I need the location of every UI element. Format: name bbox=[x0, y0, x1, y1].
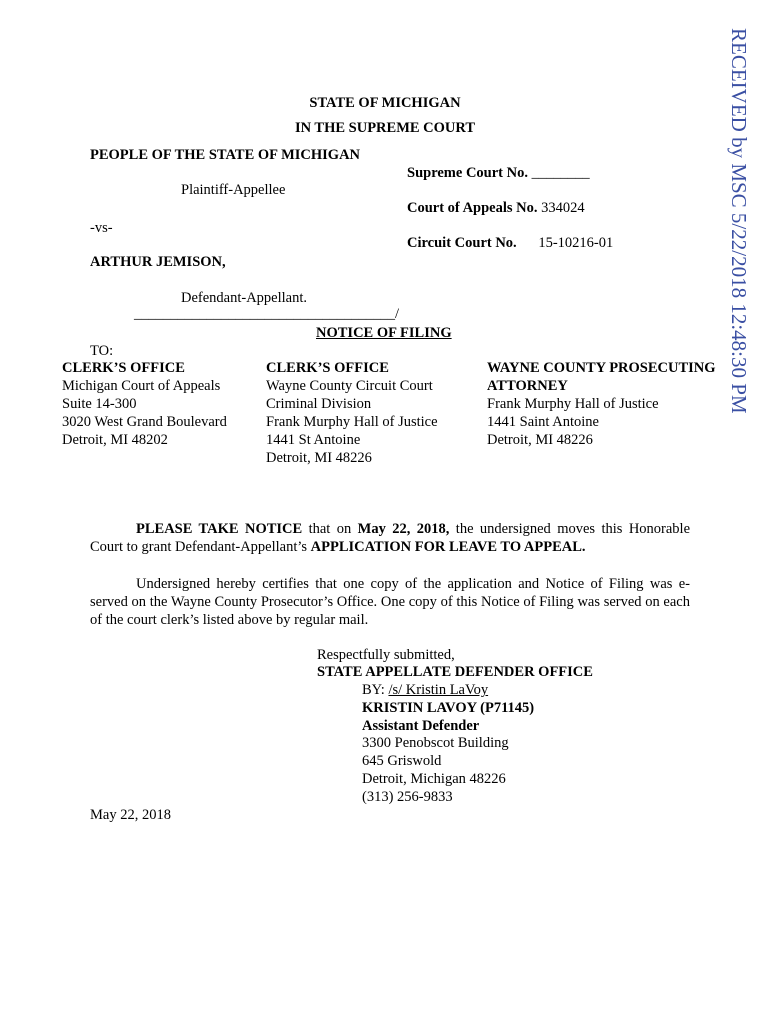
defendant-role: Defendant-Appellant. bbox=[181, 290, 308, 306]
address-line: Detroit, Michigan 48226 bbox=[362, 771, 506, 787]
circuit-court-label: Circuit Court No. bbox=[407, 235, 517, 251]
notice-text-2: the undersigned moves this Honorable Court to grant Defendant-Appellant’s bbox=[90, 521, 691, 555]
supreme-court-label: Supreme Court No. bbox=[407, 165, 528, 181]
notice-emphasis: PLEASE TAKE NOTICE bbox=[136, 521, 303, 537]
defendant-name: ARTHUR JEMISON, bbox=[90, 254, 226, 270]
address-line: Detroit, MI 48226 bbox=[487, 432, 593, 448]
supreme-court-number bbox=[407, 164, 590, 182]
appeals-court-label: Court of Appeals No. bbox=[407, 200, 538, 216]
notice-date: May 22, 2018, bbox=[357, 521, 450, 537]
to-label: TO: bbox=[90, 343, 114, 359]
address-line: Frank Murphy Hall of Justice bbox=[487, 396, 659, 412]
address-line: Criminal Division bbox=[266, 396, 372, 412]
recipient-title: CLERK’S OFFICE bbox=[266, 360, 389, 376]
address-line: 1441 Saint Antoine bbox=[487, 414, 599, 430]
recipient-title: CLERK’S OFFICE bbox=[62, 360, 185, 376]
address-line: 3020 West Grand Boulevard bbox=[62, 414, 227, 430]
plaintiff-role: Plaintiff-Appellee bbox=[181, 182, 286, 198]
supreme-court-value: ________ bbox=[531, 165, 590, 181]
address-line: Wayne County Circuit Court bbox=[266, 378, 433, 394]
recipient-title: WAYNE COUNTY PROSECUTING bbox=[487, 360, 716, 376]
address-line: Suite 14-300 bbox=[62, 396, 137, 412]
notice-text-1: that on bbox=[302, 521, 358, 537]
filing-date: May 22, 2018 bbox=[90, 807, 171, 823]
certification-paragraph: Undersigned hereby certifies that one copy of the application and Notice of Filing was e-served on the Wayne County Prosecutor’s Office. One copy of this Notice of Filing was served on each of the court clerk’s listed above by regular mail. bbox=[90, 576, 690, 628]
recipient-prosecutor bbox=[487, 359, 716, 449]
address-line: Detroit, MI 48202 bbox=[62, 432, 168, 448]
recipient-circuit-court bbox=[266, 359, 438, 467]
recipient-court-of-appeals bbox=[62, 359, 227, 449]
circuit-court-value: 15-10216-01 bbox=[538, 235, 614, 251]
notice-title: NOTICE OF FILING bbox=[316, 325, 452, 341]
office-name: STATE APPELLATE DEFENDER OFFICE bbox=[317, 664, 593, 680]
attorney-title: Assistant Defender bbox=[362, 718, 480, 734]
address-line: Frank Murphy Hall of Justice bbox=[266, 414, 438, 430]
address-line: 3300 Penobscot Building bbox=[362, 735, 509, 751]
circuit-court-number bbox=[407, 234, 613, 252]
attorney-address bbox=[362, 734, 509, 806]
state-heading: STATE OF MICHIGAN bbox=[309, 95, 461, 111]
versus-label: -vs- bbox=[90, 220, 113, 236]
address-line: 1441 St Antoine bbox=[266, 432, 361, 448]
appeals-court-number bbox=[407, 199, 585, 217]
notice-paragraph bbox=[90, 520, 690, 556]
phone-number: (313) 256-9833 bbox=[362, 789, 453, 805]
court-heading: IN THE SUPREME COURT bbox=[294, 120, 476, 136]
electronic-signature: /s/ Kristin LaVoy bbox=[388, 682, 489, 698]
plaintiff-name: PEOPLE OF THE STATE OF MICHIGAN bbox=[90, 147, 361, 163]
appeals-court-value: 334024 bbox=[541, 200, 585, 216]
address-line: 645 Griswold bbox=[362, 753, 442, 769]
recipient-title: ATTORNEY bbox=[487, 378, 568, 394]
address-line: Michigan Court of Appeals bbox=[62, 378, 221, 394]
attorney-name: KRISTIN LAVOY (P71145) bbox=[362, 700, 535, 716]
address-line: Detroit, MI 48226 bbox=[266, 450, 372, 466]
closing: Respectfully submitted, bbox=[317, 647, 455, 663]
application-title: APPLICATION FOR LEAVE TO APPEAL. bbox=[310, 539, 586, 555]
caption-rule: ____________________________________/ bbox=[134, 306, 400, 322]
by-label: BY: bbox=[362, 682, 389, 698]
received-stamp: RECEIVED by MSC 5/22/2018 12:48:30 PM bbox=[727, 28, 751, 414]
signature-line bbox=[362, 681, 488, 699]
